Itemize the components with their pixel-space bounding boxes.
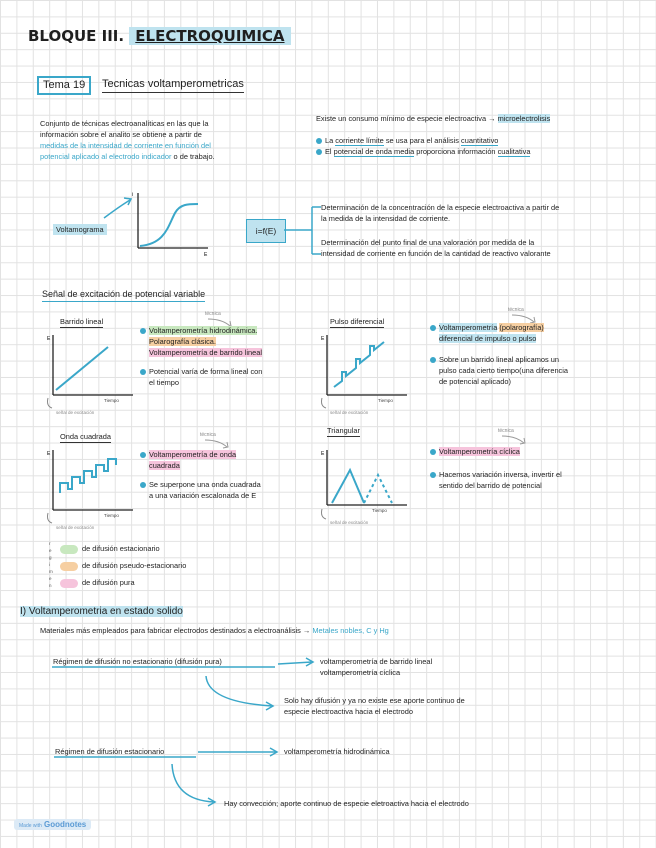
bloque-label: BLOQUE III.	[28, 27, 125, 45]
materiales-text: Materiales más empleados para fabricar electrodos destinados a electroanálisis →	[40, 626, 311, 635]
b1-a: La	[325, 136, 334, 145]
regimen1-c1: Solo hay difusión y ya no existe ese aporte continuo de	[284, 696, 465, 705]
consumo-line: Existe un consumo mínimo de especie electroactiva →	[316, 114, 496, 123]
triangular-d2: sentido del barrido de potencial	[439, 481, 542, 490]
section1-heading	[16, 605, 187, 619]
bullet-icon	[316, 138, 322, 144]
onda-d2: a una variación escalonada de E	[149, 491, 257, 500]
subject-label: ELECTROQUIMICA	[129, 27, 290, 45]
legend	[60, 543, 186, 588]
pulso-title: Pulso diferencial	[330, 317, 385, 326]
bullet-icon	[430, 472, 436, 478]
metales-text: Metales nobles, C y Hg	[312, 626, 389, 635]
pulso-d1: Sobre un barrido lineal aplicamos un	[439, 355, 559, 364]
arrow-icon	[172, 764, 214, 802]
det-line: la medida de la intensidad de corriente.	[321, 214, 451, 223]
axis-e-label: E	[47, 451, 51, 457]
pulso-t1: Voltamperometría	[439, 323, 498, 332]
onda-graph	[38, 425, 138, 533]
cualitativa: cualitativa	[497, 147, 531, 156]
regimen2-a: voltamperometría hidrodinámica	[284, 747, 390, 756]
det-line: Determinación del punto final de una valoración por medida de la	[321, 238, 535, 247]
senal-excitacion-label: señal de excitación	[330, 410, 369, 415]
made-with-label: Made with	[19, 823, 42, 829]
onda-t2: cuadrada	[149, 461, 180, 470]
axis-e-label: E	[204, 252, 208, 258]
det-line: intensidad de corriente en función de la cantidad de reactivo valorante	[321, 249, 551, 258]
regimen-vertical-label: r e g i m e n	[49, 541, 53, 588]
pulso-d2: pulso cada cierto tiempo(una diferencia	[439, 366, 569, 375]
intro-line: información sobre el analito se obtiene a partir de	[40, 130, 202, 139]
tecnica-label: técnica	[508, 307, 524, 313]
pulso-t2: diferencial de impulso o pulso	[439, 334, 537, 343]
tiempo-label: Tiempo	[378, 398, 393, 403]
regimen1-b: voltamperometría cíclica	[320, 668, 401, 677]
pulso-t1b: (polarografía)	[499, 323, 544, 332]
b1-b: se usa para el análisis	[385, 136, 459, 145]
goodnotes-logo: Goodnotes	[44, 820, 87, 829]
bullet-icon	[140, 482, 146, 488]
cuantitativo: cuantitativo	[461, 136, 499, 145]
formula-box: i=f(E)	[246, 219, 286, 243]
b2-a: El	[325, 147, 332, 156]
barrido-graph	[38, 310, 138, 418]
tiempo-label: Tiempo	[104, 398, 119, 403]
page-title	[28, 27, 291, 45]
triangle-signal-dashed	[364, 475, 392, 503]
square-wave-signal	[60, 459, 116, 493]
regimen1-a: voltamperometría de barrido lineal	[320, 657, 433, 666]
goodnotes-watermark	[14, 819, 91, 830]
triangular-title: Triangular	[327, 426, 360, 435]
barrido-text	[140, 325, 315, 388]
arrow-icon	[206, 676, 272, 706]
triangle-signal	[332, 470, 364, 503]
voltamograma-curve	[140, 204, 198, 246]
regimen2-label: Régimen de difusión estacionario	[55, 747, 165, 756]
tema-title: Tecnicas voltamperometricas	[102, 77, 244, 93]
onda-text	[140, 449, 320, 501]
axis-e-label: E	[47, 336, 51, 342]
onda-d1: Se superpone una onda cuadrada	[149, 480, 261, 489]
regimen2-b: Hay convección; aporte continuo de especie eletroactiva hacia el electrodo	[224, 799, 469, 808]
barrido-d1: Potencial varía de forma lineal con	[149, 367, 263, 376]
microelectrolisis: microelectrolisis	[497, 114, 551, 123]
linear-signal	[56, 347, 108, 390]
arrow-icon	[278, 662, 312, 664]
potencial-onda-media: potencial de onda media	[333, 147, 415, 156]
triangular-d1: Hacemos variación inversa, invertir el	[439, 470, 562, 479]
voltamograma-label: Voltamograma	[53, 224, 107, 235]
bullet-icon	[316, 149, 322, 155]
bullet-icon	[430, 357, 436, 363]
determinacion-block	[321, 202, 643, 259]
bullet-icon	[430, 449, 436, 455]
bullet-icon	[140, 328, 146, 334]
materiales-line	[40, 625, 389, 636]
tecnica-label: técnica	[498, 428, 514, 434]
barrido-title: Barrido lineal	[60, 317, 104, 326]
section1-heading-text: I) Voltamperometria en estado solido	[20, 606, 183, 617]
triangular-t1: Voltamperometría cíclica	[439, 447, 520, 456]
voltamograma-graph	[100, 188, 220, 258]
det-line: Determinación de la concentración de la especie electroactiva a partir de	[321, 203, 560, 212]
barrido-t1: Voltamperometría hidrodinámica.	[149, 326, 258, 335]
senal-excitacion-label: señal de excitación	[56, 525, 95, 530]
barrido-d2: el tiempo	[149, 378, 179, 387]
bracket-connector	[284, 204, 324, 262]
regimen1-label: Régimen de difusión no estacionario (difusión pura)	[53, 657, 222, 666]
tecnica-label: técnica	[200, 432, 216, 438]
tecnica-label: técnica	[205, 311, 221, 317]
intro-line-tail: o de trabajo.	[173, 152, 215, 161]
barrido-t3: Voltamperometría de barrido lineal	[149, 348, 262, 357]
intro-line: medidas de la intensidad de corriente en función del	[40, 141, 211, 150]
tema-box: Tema 19	[37, 76, 91, 95]
pulso-text	[430, 322, 635, 387]
legend-item: de difusión pura	[82, 578, 135, 587]
bullet-icon	[140, 452, 146, 458]
axis-i-label: i	[132, 192, 134, 198]
b2-b: proporciona información	[416, 147, 496, 156]
intro-line: Conjunto de técnicas electroanalíticas en las que la	[40, 119, 209, 128]
onda-t1: Voltamperometría de onda	[149, 450, 237, 459]
legend-swatch-green	[60, 545, 78, 554]
arrow-line	[104, 200, 130, 218]
senal-excitacion-label: señal de excitación	[56, 410, 95, 415]
legend-item: de difusión pseudo-estacionario	[82, 561, 187, 570]
consumo-block	[316, 113, 636, 157]
bullet-icon	[140, 369, 146, 375]
triangular-text	[430, 446, 635, 491]
corriente-limite: corriente límite	[335, 136, 384, 145]
section1-arrows	[0, 640, 656, 820]
intro-line: potencial aplicado al electrodo indicador	[40, 152, 172, 161]
legend-swatch-orange	[60, 562, 78, 571]
bullet-icon	[430, 325, 436, 331]
tiempo-label: Tiempo	[372, 508, 387, 513]
pulso-graph	[312, 310, 412, 418]
regimen1-c2: especie electroactiva hacia el electrodo	[284, 707, 414, 716]
pulse-signal	[334, 342, 384, 387]
legend-swatch-pink	[60, 579, 78, 588]
onda-title: Onda cuadrada	[60, 432, 111, 441]
barrido-t2: Polarografía clásica.	[149, 337, 216, 346]
intro-text	[40, 118, 305, 162]
senal-heading: Señal de excitación de potencial variable	[42, 288, 205, 302]
pulso-d3: de potencial aplicado)	[439, 377, 511, 386]
triangular-graph	[312, 425, 412, 533]
senal-excitacion-label: señal de excitación	[330, 520, 369, 525]
axis-e-label: E	[321, 451, 325, 457]
tecnica-arrow-icon	[500, 433, 532, 447]
tiempo-label: Tiempo	[104, 513, 119, 518]
legend-item: de difusión estacionario	[82, 544, 160, 553]
axis-e-label: E	[321, 336, 325, 342]
